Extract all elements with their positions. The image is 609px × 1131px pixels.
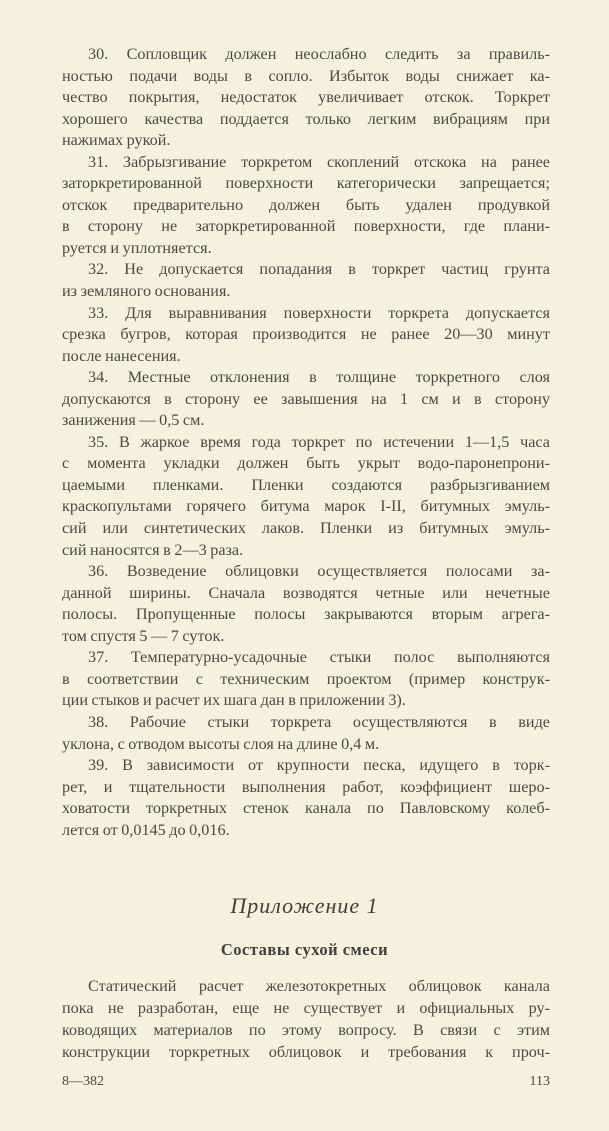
page-number: 113 (529, 1074, 550, 1090)
main-text (62, 44, 550, 841)
paragraph-line: Статический расчет железотокретных облицовок канала (88, 977, 550, 996)
paragraph-line: уклона, с отводом высоты слоя на длине 0,4 м. (62, 734, 380, 753)
paragraph-line: ции стыков и расчет их шага дан в приложении 3). (62, 691, 406, 710)
paragraph-line: срезка бугров, которая производится не ранее 20—30 минут (62, 325, 550, 344)
paragraph-line: занижения — 0,5 см. (62, 411, 205, 430)
paragraph-line: 33. Для выравнивания поверхности торкрета допускается (88, 303, 550, 322)
paragraph-line: 35. В жаркое время года торкрет по истечении 1—1,5 часа (88, 432, 550, 451)
paragraph-line: данной ширины. Сначала возводятся четные или нечетные (62, 583, 550, 602)
paragraph-line: 37. Температурно-усадочные стыки полос выполняются (88, 648, 550, 667)
paragraph-line: чество покрытия, недостаток увеличивает отскок. Торкрет (62, 88, 550, 107)
paragraph-line: нажимах рукой. (62, 131, 171, 150)
paragraph-line: пока не разработан, еще не существует и официальных ру- (62, 999, 550, 1018)
paragraph-line: ховатости торкретных стенок канала по Павловскому колеб- (62, 799, 550, 818)
paragraph-line: 34. Местные отклонения в толщине торкретного слоя (88, 368, 550, 387)
paragraph-line: из земляного основания. (62, 282, 231, 301)
paragraph-line: ностью подачи воды в сопло. Избыток воды снижает ка- (62, 66, 550, 85)
paragraph-line: хорошего качества поддается только легким вибрациям при (62, 109, 550, 128)
paragraph-line: 30. Сопловщик должен неослабно следить за правиль- (88, 45, 550, 63)
paragraph-line: ководящих материалов по этому вопросу. В связи с этим (62, 1021, 550, 1040)
paragraph-line: сий наносятся в 2—3 раза. (62, 540, 244, 559)
appendix-title: Приложение 1 (230, 893, 379, 919)
paragraph-line: полосы. Пропущенные полосы закрываются вторым агрега- (62, 605, 550, 624)
printer-signature: 8—382 (62, 1074, 104, 1090)
paragraph-line: рет, и тщательности выполнения работ, коэффициент шеро- (62, 777, 550, 796)
paragraph-line: отскок предварительно должен быть удален продувкой (62, 195, 550, 214)
paragraph-line: 36. Возведение облицовки осуществляется полосами за- (88, 562, 550, 581)
paragraph-line: в соответствии с техническим проектом (пример конструк- (62, 669, 550, 688)
paragraph-line: сий или синтетических лаков. Пленки из битумных эмуль- (62, 519, 550, 538)
paragraph-line: 32. Не допускается попадания в торкрет частиц грунта (88, 260, 550, 279)
paragraph-line: допускаются в сторону ее завышения на 1 см и в сторону (62, 389, 550, 408)
paragraph-line: лется от 0,0145 до 0,016. (62, 820, 230, 839)
paragraph-line: с момента укладки должен быть укрыт водо-паронепрони- (62, 454, 550, 473)
paragraph-line: краскопультами горячего битума марок I-II, битумных эмуль- (62, 497, 550, 516)
paragraph-line: 39. В зависимости от крупности песка, идущего в торк- (88, 756, 550, 775)
page-footer (62, 1073, 550, 1091)
paragraph-line: 38. Рабочие стыки торкрета осуществляются в виде (88, 712, 550, 731)
paragraph-line: том спустя 5 — 7 суток. (62, 626, 225, 645)
appendix-subtitle: Составы сухой смеси (220, 940, 389, 960)
paragraph-line: конструкции торкретных облицовок и требования к проч- (62, 1043, 550, 1062)
paragraph-line: после нанесения. (62, 346, 181, 365)
paragraph-line: руется и уплотняется. (62, 238, 212, 257)
paragraph-line: 31. Забрызгивание торкретом скоплений отскока на ранее (88, 152, 550, 171)
paragraph-line: в сторону не заторкретированной поверхности, где плани- (62, 217, 550, 236)
paragraph-line: цаемыми пленками. Пленки создаются разбрызгиванием (62, 475, 550, 494)
paragraph-line: заторкретированной поверхности категорически запрещается; (62, 174, 550, 193)
appendix-text (62, 975, 550, 1063)
